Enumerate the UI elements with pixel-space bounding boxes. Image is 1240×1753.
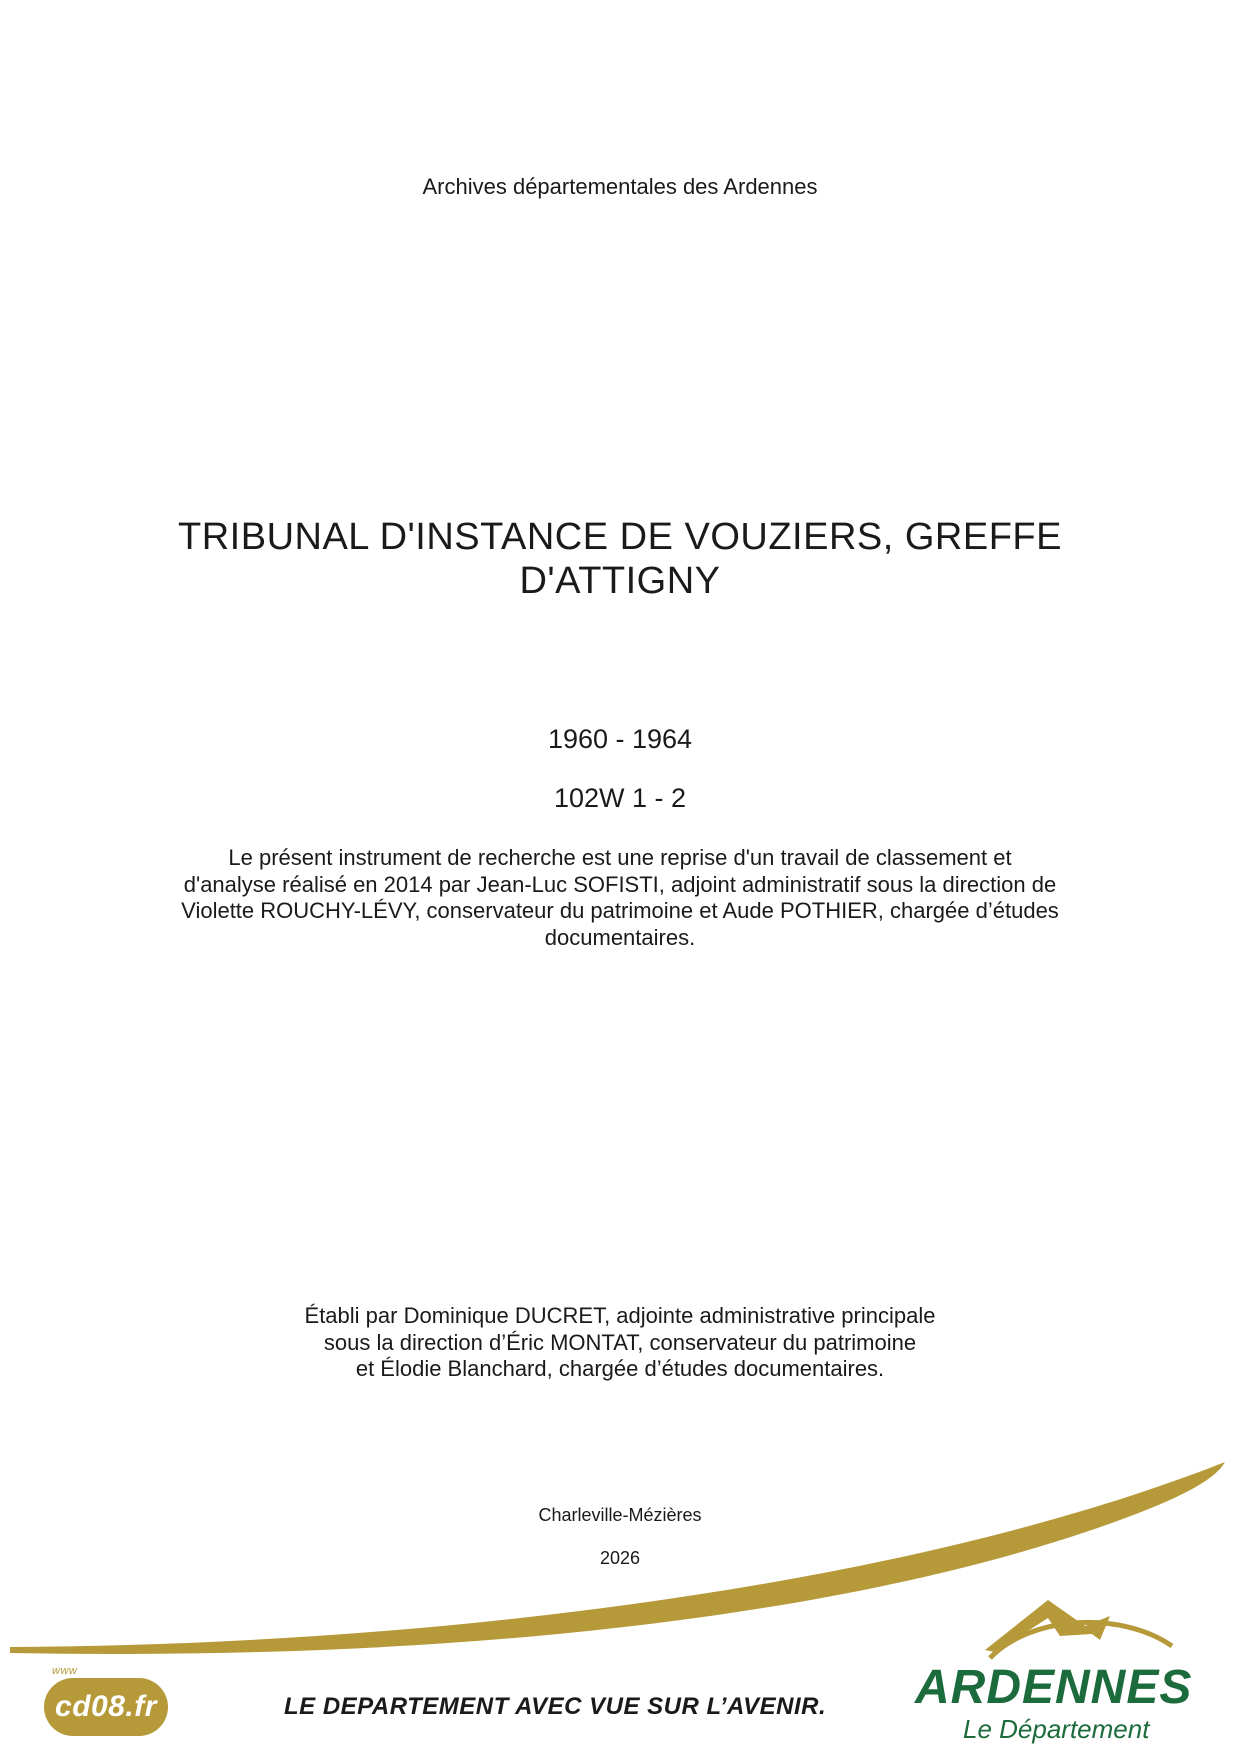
- archive-reference: 102W 1 - 2: [553, 783, 687, 813]
- date-range: 1960 - 1964: [547, 724, 693, 754]
- publication-year: 2026: [599, 1548, 641, 1568]
- cd08-logo-prefix: www: [52, 1665, 78, 1677]
- intro-line-1: Le présent instrument de recherche est une reprise d'un travail de classement et: [228, 845, 1012, 870]
- intro-paragraph: [0, 845, 1240, 951]
- intro-line-4: documentaires.: [544, 924, 696, 950]
- intro-line-2: d'analyse réalisé en 2014 par Jean-Luc SOFISTI, adjoint administratif sous la direction de: [183, 871, 1057, 897]
- place-name: Charleville-Mézières: [538, 1505, 702, 1525]
- credits-line-1: Établi par Dominique DUCRET, adjointe administrative principale: [304, 1303, 936, 1328]
- credits-line-3: et Élodie Blanchard, chargée d’études documentaires.: [355, 1356, 885, 1381]
- ardennes-logo: [915, 1662, 1215, 1744]
- cd08-logo: [44, 1665, 168, 1736]
- footer-slogan: LE DEPARTEMENT AVEC VUE SUR L’AVENIR.: [284, 1693, 827, 1720]
- ardennes-logo-subtitle: Le Département: [963, 1714, 1150, 1744]
- intro-line-3: Violette ROUCHY-LÉVY, conservateur du patrimoine et Aude POTHIER, chargée d’études: [181, 898, 1059, 923]
- cd08-logo-text: cd08.fr: [55, 1690, 157, 1723]
- ardennes-logo-name: ARDENNES: [915, 1661, 1193, 1714]
- document-title: [0, 515, 1240, 603]
- institution-name: Archives départementales des Ardennes: [422, 174, 818, 199]
- document-title-line-2: D'ATTIGNY: [519, 560, 721, 602]
- document-title-line-1: TRIBUNAL D'INSTANCE DE VOUZIERS, GREFFE: [178, 516, 1062, 558]
- credits-line-2: sous la direction d’Éric MONTAT, conservateur du patrimoine: [323, 1329, 917, 1355]
- credits-paragraph: [0, 1303, 1240, 1383]
- gold-swoosh: [10, 1462, 1225, 1654]
